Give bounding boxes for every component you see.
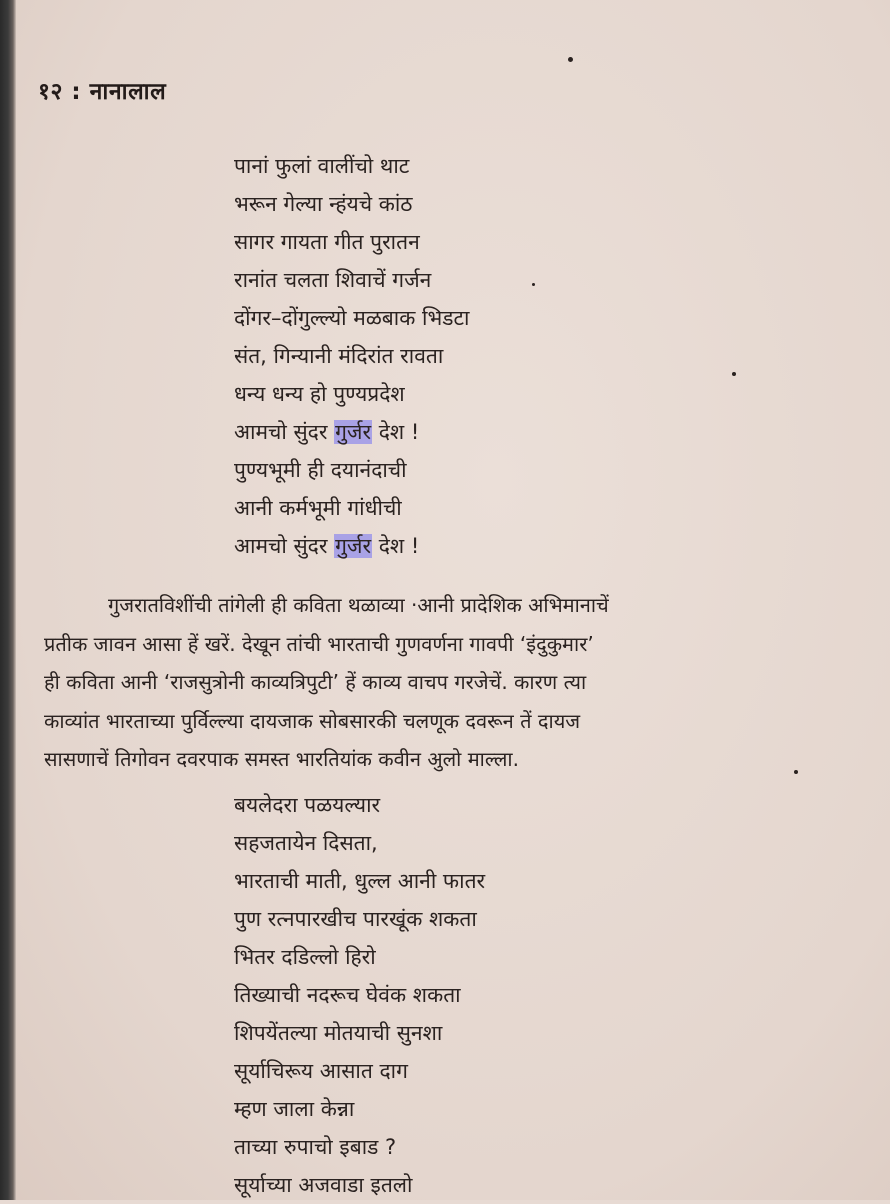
book-gutter <box>0 0 16 1200</box>
paragraph-line: सासणाचें तिगोवन दवरपाक समस्त भारतियांक कवीन अुलो माल्ला. <box>44 747 519 771</box>
poem-line: पानां फुलां वालींचो थाट <box>234 154 410 178</box>
paragraph-line: गुजरातविशींची तांगेली ही कविता थळाव्या ·आनी प्रादेशिक अभिमानाचें <box>108 593 609 617</box>
paragraph-line: प्रतीक जावन आसा हें खरें. देखून तांची भारताची गुणवर्णना गावपी ‘इंदुकुमार’ <box>44 631 594 656</box>
poem-line: आमचो सुंदर गुर्जर देश ! <box>234 420 420 444</box>
poem-verse-2 <box>234 786 485 1204</box>
poem-line: रानांत चलता शिवाचें गर्जन <box>234 268 432 292</box>
poem-line: ताच्या रुपाचो इबाड ? <box>234 1135 397 1159</box>
text-highlight: गुर्जर <box>335 534 372 558</box>
poem-line: दोंगर–दोंगुल्ल्यो मळबाक भिडटा <box>234 306 470 330</box>
poem-line: पुण रत्नपारखीच पारखूंक शकता <box>234 907 477 931</box>
poem-line: धन्य धन्य हो पुण्यप्रदेश <box>234 382 405 406</box>
poem-line: तिख्याची नदरूच घेवंक शकता <box>234 983 461 1007</box>
poem-line: भरून गेल्या न्हंयचे कांठ <box>234 192 413 216</box>
poem-line: शिपयेंतल्या मोतयाची सुनशा <box>234 1021 443 1045</box>
poem-line: आमचो सुंदर गुर्जर देश ! <box>234 534 420 558</box>
poem-line: भारताची माती, धुल्ल आनी फातर <box>234 869 486 893</box>
ink-speck <box>532 283 535 286</box>
body-paragraph <box>44 586 834 779</box>
text-highlight: गुर्जर <box>335 420 372 444</box>
paragraph-line: काव्यांत भारताच्या पुर्विल्ल्या दायजाक सोबसारकी चलणूक दवरून तें दायज <box>44 708 581 733</box>
poem-line: संत, गिन्यानी मंदिरांत रावता <box>234 344 444 368</box>
poem-line: पुण्यभूमी ही दयानंदाची <box>234 458 407 482</box>
paragraph-line: ही कविता आनी ‘राजसुत्रोनी काव्यत्रिपुटी’ हें काव्य वाचप गरजेचें. कारण त्या <box>44 670 587 694</box>
page-header: १२ : नानालाल <box>38 79 167 105</box>
poem-line: भितर दडिल्लो हिरो <box>234 945 376 969</box>
poem-line: सागर गायता गीत पुरातन <box>234 230 420 254</box>
poem-line: म्हण जाला केन्ना <box>234 1097 355 1121</box>
poem-line: बयलेदरा पळयल्यार <box>234 793 381 817</box>
ink-speck <box>568 57 573 62</box>
poem-line: सूर्याचिरूय आसात दाग <box>234 1059 408 1083</box>
poem-verse-1 <box>234 147 470 565</box>
poem-line: आनी कर्मभूमी गांधीची <box>234 496 402 520</box>
ink-speck <box>732 372 736 376</box>
poem-line: सहजतायेन दिसता, <box>234 831 378 855</box>
poem-line: सूर्याच्या अजवाडा इतलो <box>234 1173 413 1197</box>
